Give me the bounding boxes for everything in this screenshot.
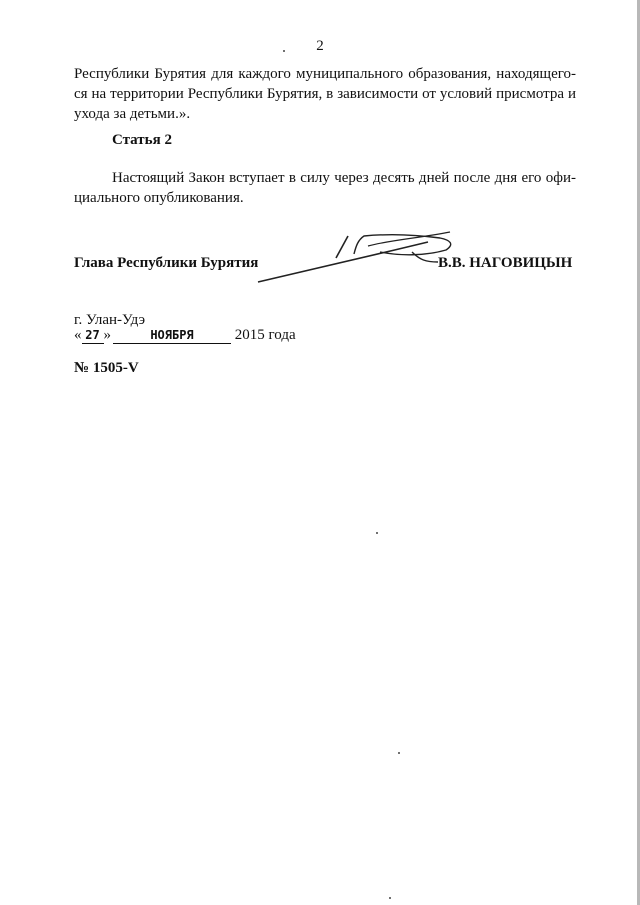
scan-speck: [398, 752, 400, 754]
date-open-quote: «: [74, 327, 82, 343]
date-year: 2015 года: [234, 327, 296, 343]
date-close-quote: »: [103, 327, 111, 343]
page-number: 2: [316, 38, 324, 54]
date-day: 27: [82, 327, 104, 344]
scan-speck: [389, 897, 391, 899]
scan-speck: [283, 50, 285, 52]
signatory-title: Глава Республики Бурятия: [74, 255, 259, 271]
signatory-name: В.В. НАГОВИЦЫН: [438, 255, 573, 271]
article-heading: Статья 2: [112, 132, 172, 148]
paragraph-continuation: Республики Бурятия для каждого муниципального образования, находящего-ся на территории Республики Бурятия, в зависимости от условий присмотра и ухода за детьми.».: [74, 66, 576, 122]
date-line: [74, 327, 296, 344]
city-line: г. Улан-Удэ: [74, 312, 146, 328]
law-number: № 1505-V: [74, 360, 139, 376]
article-2-text: Настоящий Закон вступает в силу через десять дней после дня его офи-циального опубликования.: [74, 170, 576, 206]
date-month: НОЯБРЯ: [113, 327, 231, 344]
handwritten-signature: [250, 222, 460, 292]
scan-speck: [376, 532, 378, 534]
